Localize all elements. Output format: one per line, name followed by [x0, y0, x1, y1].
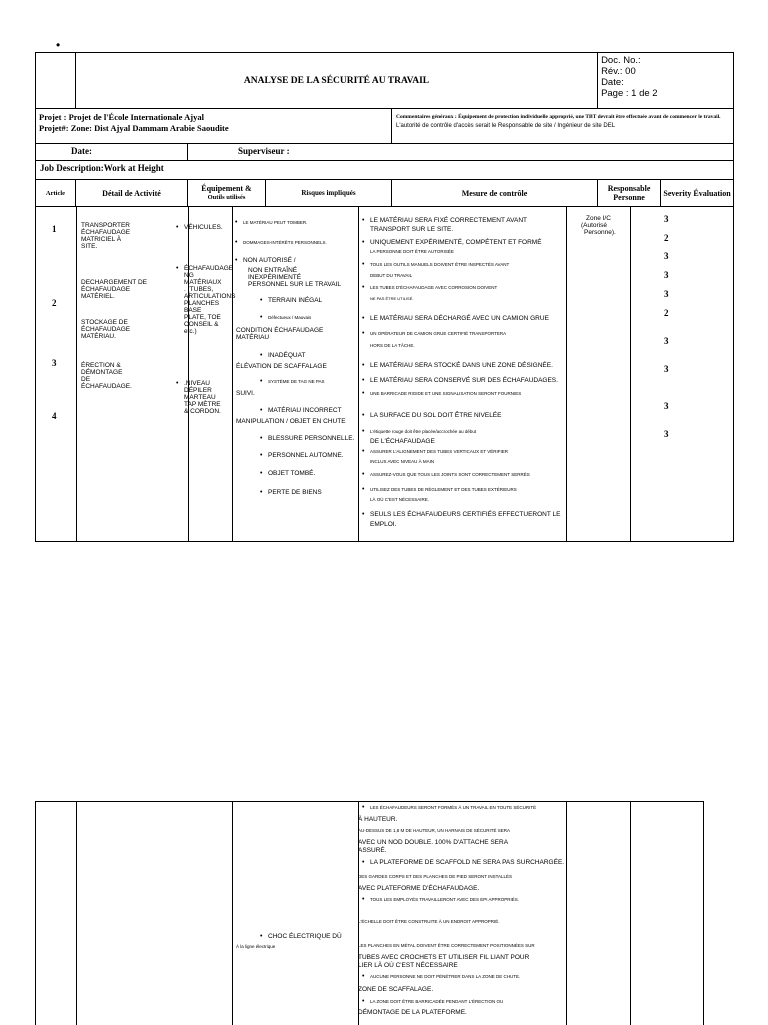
activity-3-l2: ÉCHAFAUDAGE	[81, 326, 131, 333]
control-2: • UNIQUEMENT EXPÉRIMENTÉ, COMPÉTENT ET FORMÉ	[370, 239, 542, 247]
risk-falling-object: • OBJET TOMBÉ.	[268, 470, 315, 478]
page2-control-11: LES PLANCHES EN MÉTAL DOIVENT ÊTRE CORRECTEMENT POSITIONNÉES SUR	[358, 943, 535, 948]
equipment-scaffold-l2: NG	[184, 272, 194, 279]
risk-personal-injury: • BLESSURE PERSONNELLE.	[268, 435, 354, 443]
doc-date: Date:	[601, 77, 624, 88]
page2-control-5: ASSURÉ.	[358, 847, 387, 854]
equipment-tools-l2: DÉPILER	[184, 387, 212, 394]
page2-risk-electric: • CHOC ÉLECTRIQUE DÛ	[268, 933, 342, 941]
activity-1-l2: ÉCHAFAUDAGE	[81, 229, 131, 236]
activity-2-l2: ÉCHAFAUDAGE	[81, 286, 131, 293]
date-label: Date:	[36, 144, 188, 161]
page2-control-3: AU-DESSUS DE 1,8 M DE HAUTEUR, UN HARNAIS DE SÉCURITÉ SERA	[358, 828, 511, 833]
control-6: • UN OPÉRATEUR DE CAMION GRUE CERTIFIÉ TRANSPORTERA	[370, 331, 506, 337]
risk-untrained: NON ENTRAÎNÉ	[248, 267, 298, 274]
page-number: Page : 1 de 2	[601, 88, 658, 99]
risk-inexperienced: INEXPÉRIMENTÉ	[248, 274, 302, 281]
logo-cell	[36, 53, 76, 109]
control-1: • LE MATÉRIAU SERA FIXÉ CORRECTEMENT AVANT	[370, 217, 527, 225]
equipment-tools-l3: MARTEAU	[184, 394, 216, 401]
control-12b: INCLUS AVEC NIVEAU À MAIN	[370, 459, 435, 464]
control-7: • LE MATÉRIAU SERA STOCKÉ DANS UNE ZONE DÉSIGNÉE.	[370, 362, 553, 370]
control-14: • UTILISEZ DES TUBES DE RÈGLEMENT ET DES TUBES EXTÉRIEURS	[370, 487, 517, 493]
severity-3: 3	[664, 251, 669, 261]
page2-control-12: TUBES AVEC CROCHETS ET UTILISER FIL LIANT POUR	[358, 954, 530, 961]
project-info	[36, 109, 392, 144]
page2-control-15: ZONE DE SCAFFALAGE.	[358, 986, 434, 993]
severity-4: 3	[664, 270, 669, 280]
equipment-scaffold-l9: CONSEIL &	[184, 321, 219, 328]
page2-control-16: • LA ZONE DOIT ÊTRE BARRICADÉE PENDANT L'ÉRECTION OU	[370, 999, 503, 1005]
access-control-note: L'autorité de contrôle d'accès serait le Responsable de site / Ingénieur de site DEL	[396, 123, 616, 129]
equipment-scaffold-l4: . (TUBES,	[184, 286, 214, 293]
equipment-tools-l1: • .NIVEAU	[184, 380, 210, 388]
control-11b: DE L'ÉCHAFAUDAGE	[370, 438, 435, 445]
control-14b: LÀ OÙ C'EST NÉCESSAIRE.	[370, 497, 430, 502]
severity-5: 3	[664, 289, 669, 299]
page2-control-4: AVEC UN NOD DOUBLE. 100% D'ATTACHE SERA	[358, 839, 509, 846]
col-equipment-title: Équipement &	[201, 184, 252, 193]
doc-info	[598, 53, 734, 109]
control-11: • L'étiquette rouge doit être placée/accrochée au début	[370, 429, 476, 435]
document-title: ANALYSE DE LA SÉCURITÉ AU TRAVAIL	[76, 53, 598, 109]
equipment-scaffold-l7: BASE	[184, 307, 202, 314]
risk-uneven-ground: • TERRAIN INÉGAL	[268, 297, 322, 305]
control-3: • TOUS LES OUTILS MANUELS DOIVENT ÊTRE INSPECTÉS AVANT	[370, 262, 509, 268]
severity-9: 3	[664, 401, 669, 411]
page2-control-17: DÉMONTAGE DE LA PLATEFORME.	[358, 1009, 467, 1016]
activity-4-l1: ÉRECTION &	[81, 362, 121, 369]
risk-material-fall: • LE MATÉRIAU PEUT TOMBER.	[243, 220, 307, 226]
activity-1-l1: TRANSPORTER	[81, 222, 130, 229]
page2-control-2: À HAUTEUR.	[358, 816, 398, 823]
activity-4-l2: DÉMONTAGE	[81, 369, 123, 376]
col-risks: Risques impliqués	[266, 180, 392, 207]
equipment-scaffold-l5: ARTICULATIONS	[184, 293, 236, 300]
page2-control-8: AVEC PLATEFORME D'ÉCHAFAUDAGE.	[358, 885, 480, 892]
comments-bold: Commentaires généraux : Équipement de protection individuelle approprié, une TBT devrait être effectuée avant de commencer le travail.	[396, 114, 721, 120]
control-5: • LE MATÉRIAU SERA DÉCHARGÉ AVEC UN CAMION GRUE	[370, 315, 549, 323]
control-15b: EMPLOI.	[370, 521, 397, 528]
control-2b: LA PERSONNE DOIT ÊTRE AUTORISÉE	[370, 249, 454, 254]
article-2: 2	[52, 298, 57, 308]
control-8: • LE MATÉRIAU SERA CONSERVÉ SUR DES ÉCHAFAUDAGES.	[370, 377, 558, 385]
page2-control-13: LIER LÀ OÙ C'EST NÉCESSAIRE	[358, 962, 458, 969]
control-12: • ASSURER L'ALIGNEMENT DES TUBES VERTICAUX ET VÉRIFIER	[370, 449, 508, 455]
control-4b: NE PAS ÊTRE UTILISÉ.	[370, 296, 414, 301]
page2-control-7: DES GARDES CORPS ET DES PLANCHES DE PIED SERONT INSTALLÉS	[358, 874, 513, 879]
col-article: Article	[36, 180, 76, 207]
risk-unauthorized: • NON AUTORISÉ /	[243, 257, 296, 265]
control-1b: TRANSPORT SUR LE SITE.	[370, 226, 454, 233]
project-zone: Projet#: Zone: Dist Ajyal Dammam Arabie Saoudite	[39, 123, 229, 133]
safety-analysis-table	[35, 52, 734, 542]
article-1: 1	[52, 224, 57, 234]
severity-10: 3	[664, 429, 669, 439]
activity-4-l3: DE	[81, 376, 91, 383]
risk-inadequate: • INADÉQUAT	[268, 352, 305, 360]
table-row	[36, 207, 734, 542]
col-equipment	[188, 180, 266, 207]
risk-personnel: PERSONNEL SUR LE TRAVAIL	[248, 281, 341, 288]
control-3b: DEBUT DU TRAVAIL	[370, 273, 413, 278]
risk-handling: MANIPULATION / OBJET EN CHUTE	[236, 418, 346, 425]
page2-control-9: • TOUS LES EMPLOYÉS TRAVAILLERONT AVEC DES EPI APPROPRIÉS.	[370, 897, 519, 903]
control-6b: HORS DE LA TÂCHE.	[370, 343, 415, 348]
activity-4-l4: ÉCHAFAUDAGE.	[81, 383, 132, 390]
revision: Rév.: 00	[601, 66, 636, 77]
severity-2: 2	[664, 233, 669, 243]
equipment-tools-l4: TAP MÈTRE	[184, 401, 221, 408]
risk-defective: • Défectueux / Mauvais	[268, 315, 311, 321]
job-description: Job Description:Work at Height	[36, 161, 734, 180]
responsible-l3: Personne).	[584, 229, 616, 236]
page2-control-10: L'ÉCHELLE DOIT ÊTRE CONSTRUITE À UN ENDROIT APPROPRIÉ.	[358, 919, 500, 924]
responsible-l2: (Autorisé	[581, 222, 608, 229]
risk-material: MATÉRIAU	[236, 334, 270, 341]
activity-1-l4: SITE.	[81, 243, 98, 250]
risk-tag-system: • SYSTÈME DE TAG NE PAS	[268, 379, 325, 385]
control-4: • LES TUBES D'ÉCHAFAUDAGE AVEC CORROSION DOIVENT	[370, 285, 497, 291]
equipment-scaffold-l6: PLANCHES	[184, 300, 220, 307]
equipment-scaffold-l3: MATÉRIAUX	[184, 279, 222, 286]
doc-no: Doc. No.:	[601, 55, 641, 66]
severity-8: 3	[664, 364, 669, 374]
control-15: • SEULS LES ÉCHAFAUDEURS CERTIFIÉS EFFECTUERONT LE	[370, 511, 560, 519]
page2-table	[35, 801, 704, 1025]
risk-property-loss: • PERTE DE BIENS	[268, 489, 322, 497]
activity-2-l1: DECHARGEMENT DE	[81, 279, 147, 286]
risk-personal-damage: • DOMMAGES-INTÉRÊTS PERSONNELS.	[243, 240, 327, 246]
control-13: • ASSUREZ-VOUS QUE TOUS LES JOINTS SONT CORRECTEMENT SERRÉS	[370, 472, 530, 478]
equipment-scaffold-l10: etc.)	[184, 328, 197, 335]
risk-followed: SUIVI.	[236, 390, 255, 397]
equipment-tools-l5: & CORDON.	[184, 408, 221, 415]
col-detail: Détail de Activité	[76, 180, 188, 207]
activity-3-l1: STOCKAGE DE	[81, 319, 128, 326]
equipment-scaffold-l8: PLATE, TOE	[184, 314, 221, 321]
severity-7: 3	[664, 336, 669, 346]
activity-2-l3: MATÉRIEL.	[81, 293, 115, 300]
risk-personnel-fall: • PERSONNEL AUTOMNE.	[268, 452, 344, 460]
col-responsible: Responsable Personne	[598, 180, 661, 207]
col-control: Mesure de contrôle	[392, 180, 598, 207]
supervisor-label: Superviseur :	[188, 144, 734, 161]
control-10: • LA SURFACE DU SOL DOIT ÊTRE NIVELÉE	[370, 412, 501, 420]
activity-1-l3: MATRICIEL À	[81, 236, 122, 243]
risk-incorrect-material: • MATÉRIAU INCORRECT	[268, 407, 342, 415]
col-severity: Severity Évaluation	[661, 180, 734, 207]
page2-risk-electric-line: À la ligne électrique	[236, 944, 276, 949]
responsible-l1: Zone I/C	[586, 215, 611, 222]
control-9: • UNE BARRICADE RIGIDE ET UNE SIGNALISATION SERONT FOURNIES	[370, 391, 521, 397]
article-3: 3	[52, 358, 57, 368]
equipment-vehicles: • VÉHICULES.	[184, 224, 223, 232]
project-name: Projet : Projet de l'École Internationale Ajyal	[39, 112, 204, 122]
activity-3-l3: MATÉRIAU.	[81, 333, 116, 340]
article-4: 4	[52, 411, 57, 421]
equipment-scaffold-l1: • ÉCHAFAUDAGE	[184, 265, 233, 273]
page2-control-1: • LES ÉCHAFAUDEURS SERONT FORMÉS À UN TRAVAIL EN TOUTE SÉCURITÉ	[370, 805, 536, 811]
risk-elevation: ÉLÉVATION DE SCAFFALAGE	[236, 363, 327, 370]
top-bullet: •	[56, 38, 61, 52]
severity-1: 3	[664, 214, 669, 224]
col-equipment-sub: Outils utilisés	[207, 194, 246, 201]
risk-scaffold-condition: CONDITION ÉCHAFAUDAGE	[236, 327, 324, 334]
severity-6: 2	[664, 308, 669, 318]
page2-control-6: • LA PLATEFORME DE SCAFFOLD NE SERA PAS SURCHARGÉE.	[370, 859, 564, 867]
page2-control-14: • AUCUNE PERSONNE NE DOIT PÉNÉTRER DANS LA ZONE DE CHUTE.	[370, 974, 520, 980]
general-comments	[392, 109, 734, 144]
